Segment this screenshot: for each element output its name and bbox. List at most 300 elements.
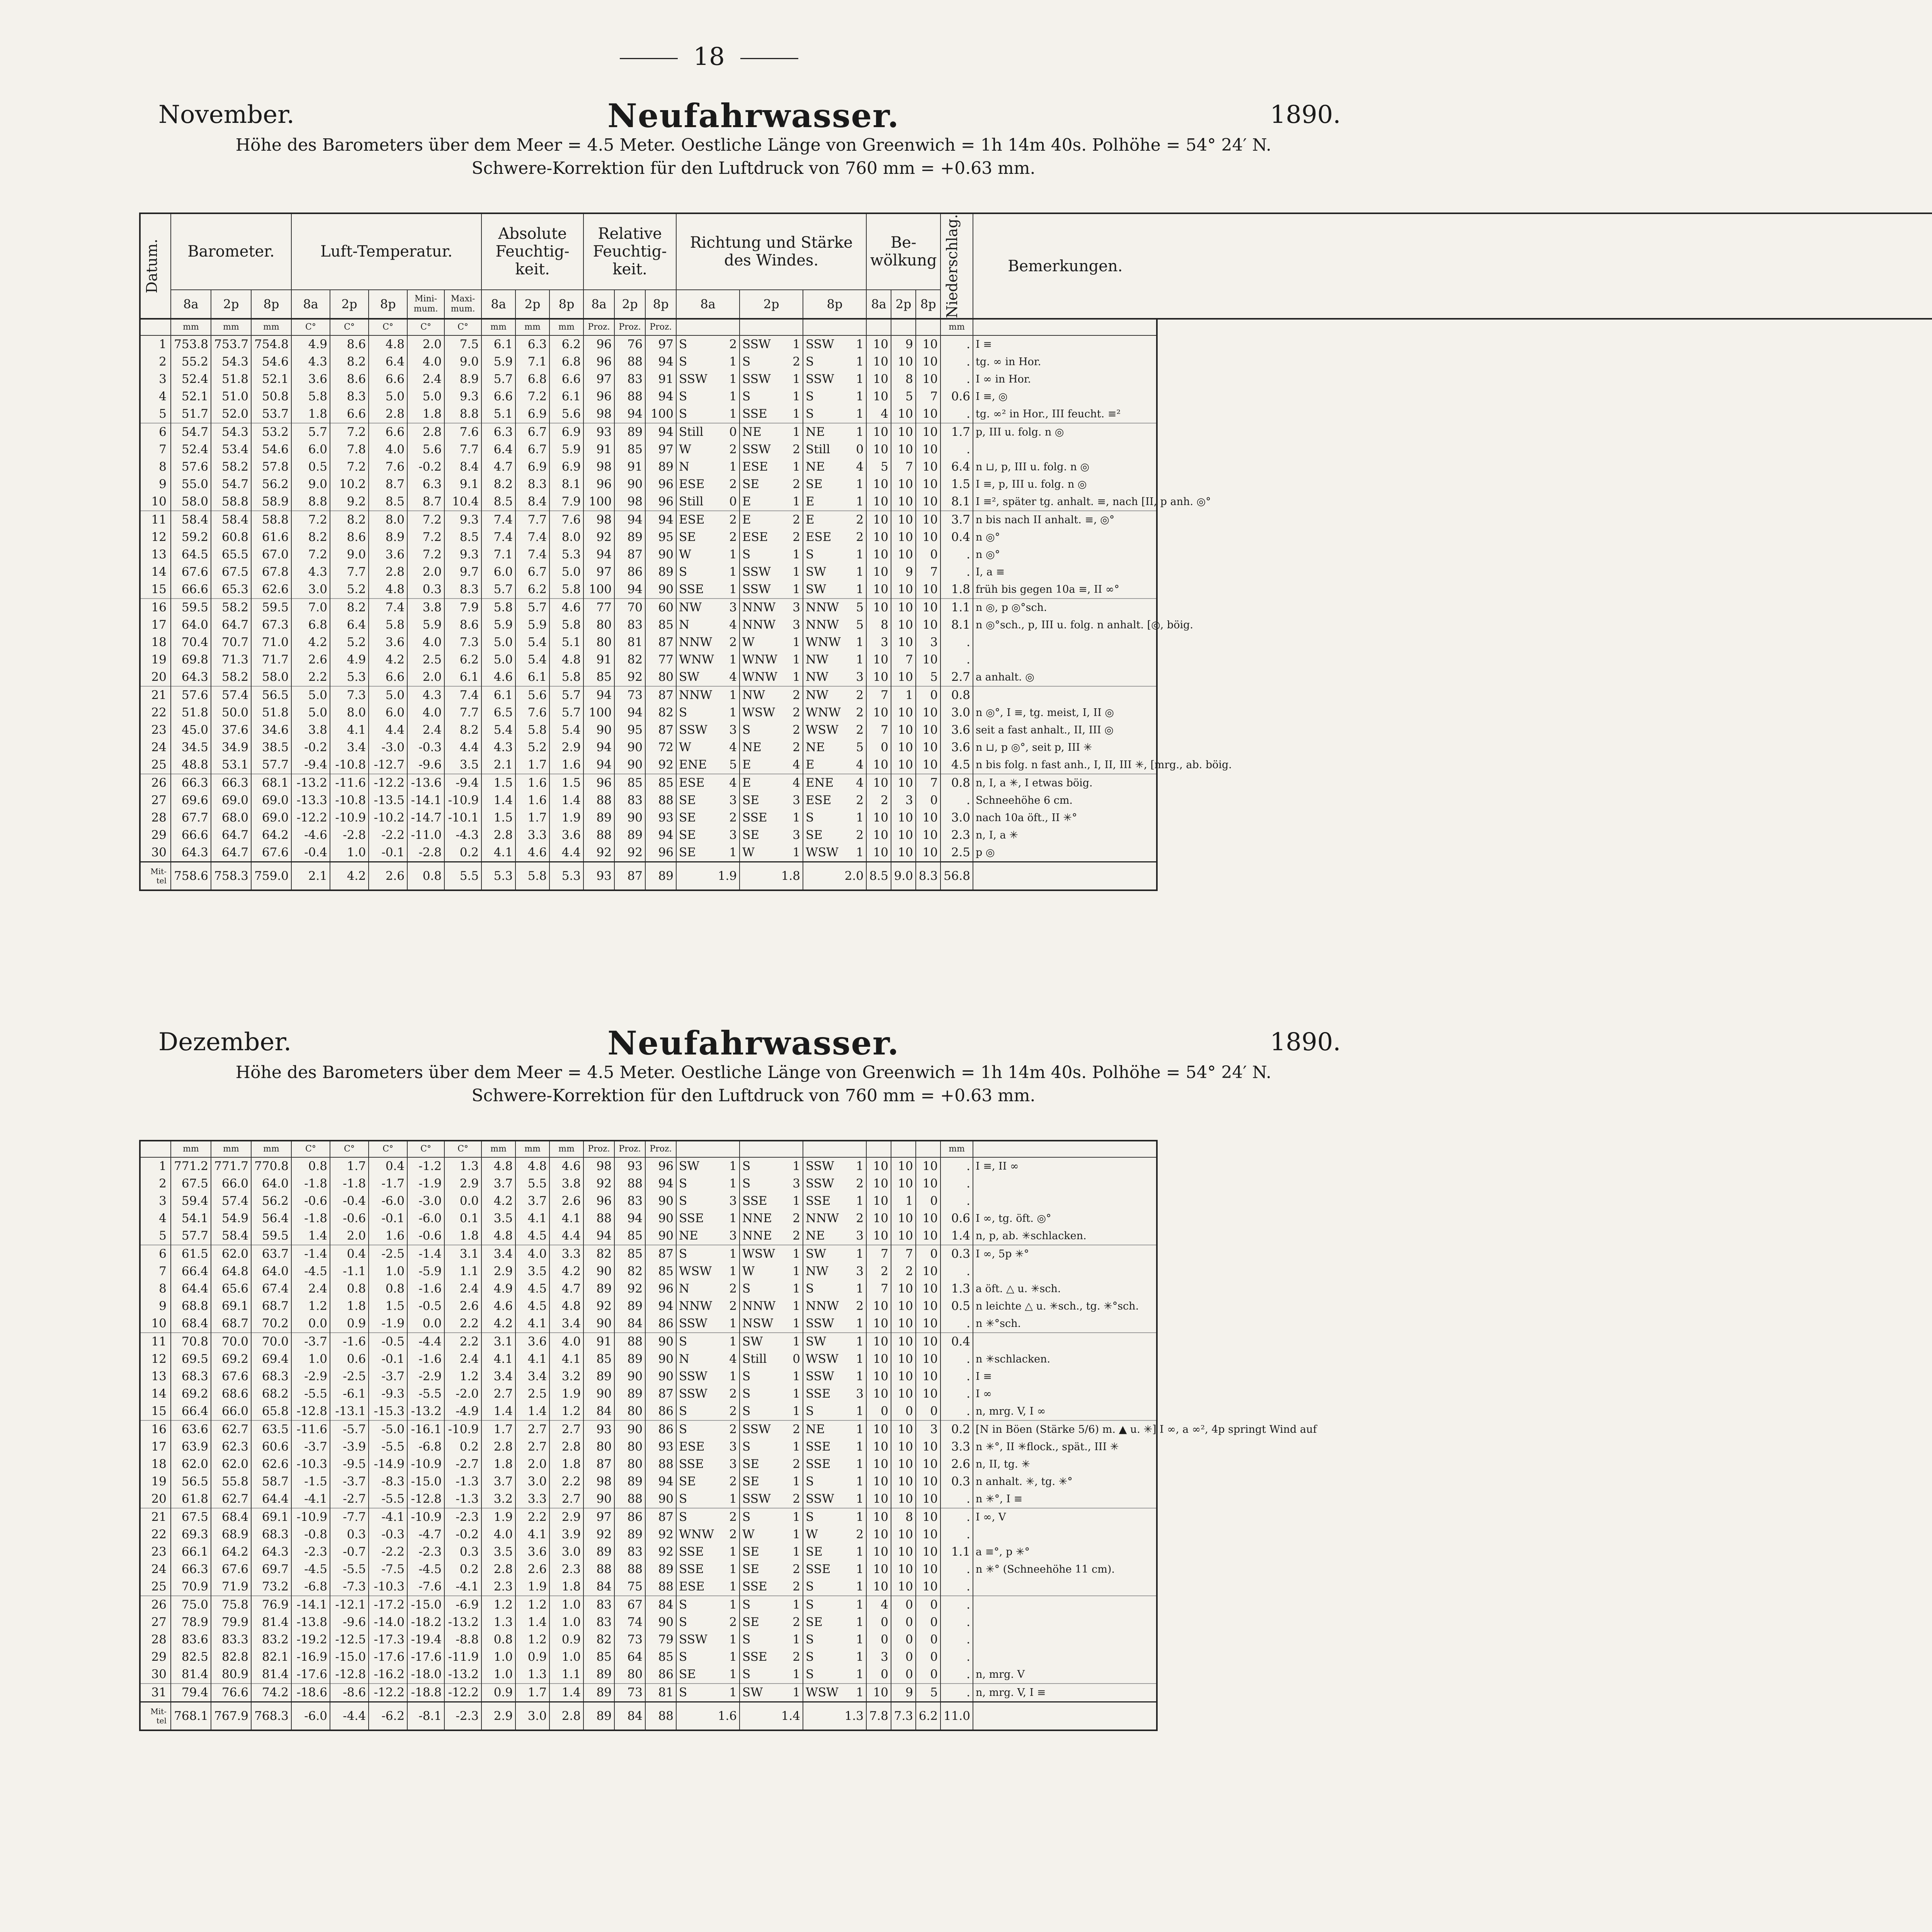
table-row [140,668,1157,686]
data-cell: 0.2 [444,1561,481,1578]
data-cell: 1 [891,1192,916,1210]
data-cell: 10 [866,1385,891,1403]
data-cell: 4.1 [515,1210,549,1227]
data-cell: 98 [583,511,614,529]
data-cell: -10.9 [291,1508,330,1526]
data-cell: . [940,1648,973,1666]
data-cell: 89 [614,1298,645,1315]
data-cell: 4 [787,774,803,792]
data-cell: 5 [866,458,891,476]
data-cell: 90 [583,1263,614,1280]
data-cell: 96 [645,493,676,511]
data-cell: 10 [866,1315,891,1333]
data-cell: 10 [916,529,940,546]
data-cell: . [940,546,973,563]
data-cell: 67.6 [211,1368,251,1385]
data-cell: -2.2 [369,827,407,844]
data-cell: 7 [891,651,916,668]
data-cell: 94 [614,704,645,721]
data-cell: 10 [916,1315,940,1333]
data-cell: 4.1 [515,1526,549,1543]
data-cell: 5.7 [481,371,515,388]
data-cell: -4.5 [407,1561,444,1578]
table-row [140,827,1157,844]
data-cell: 63.5 [251,1420,291,1438]
data-cell: 88 [614,1175,645,1192]
data-cell: 72 [645,739,676,756]
data-cell: 8.4 [444,458,481,476]
data-cell: 2.7 [940,668,973,686]
remark-cell: I ≡ [973,1368,1157,1385]
data-cell: -1.3 [444,1473,481,1490]
data-cell: S [803,1578,851,1596]
data-cell: -6.9 [444,1596,481,1614]
table-row [140,493,1157,511]
data-cell: 1.8 [330,1298,369,1315]
data-cell: 62.6 [251,1456,291,1473]
data-cell: 5.8 [369,616,407,634]
data-cell: 66.0 [211,1175,251,1192]
data-cell: -14.0 [369,1614,407,1631]
data-cell: S [803,546,851,563]
mean-cell [973,862,1157,891]
data-cell: 3.1 [444,1245,481,1263]
mean-cell: 7.8 [866,1702,891,1731]
data-cell: 80 [583,616,614,634]
data-cell: SE [740,792,787,809]
data-cell: 4.1 [549,1210,583,1227]
data-cell: 22 [140,704,171,721]
data-cell: 6.3 [407,476,444,493]
data-cell: 1.0 [549,1648,583,1666]
data-cell: NE [803,458,851,476]
data-cell: 10 [866,844,891,862]
data-cell: 10 [916,1350,940,1368]
data-cell: 10 [916,1543,940,1561]
data-cell: SSE [676,1210,724,1227]
data-cell: -3.7 [291,1438,330,1456]
data-cell: 97 [645,441,676,458]
data-cell: ESE [740,529,787,546]
data-cell: S [740,388,787,405]
data-cell: 66.4 [171,1263,211,1280]
data-cell: -13.1 [330,1403,369,1420]
data-cell: 5 [916,1684,940,1702]
col-precipitation: Niederschlag. [940,213,973,319]
data-cell: 2 [793,530,800,544]
data-cell: 7 [140,1263,171,1280]
unit-cell [740,320,803,335]
data-cell: 1 [729,653,737,667]
data-cell: NW [676,599,724,616]
mean-cell: 89 [583,1702,614,1731]
data-cell: -3.7 [330,1473,369,1490]
data-cell: 6.4 [369,353,407,371]
data-cell: 2 [729,1404,737,1418]
data-cell: . [940,1561,973,1578]
data-cell: . [940,563,973,581]
data-cell: 80 [614,1403,645,1420]
data-cell: 94 [645,1473,676,1490]
data-cell: S [676,1192,724,1210]
remark-cell [973,1578,1157,1596]
data-cell: 0 [856,442,864,457]
data-cell: WSW [740,1245,787,1263]
data-cell: 62.7 [211,1490,251,1508]
data-cell: 2 [793,706,800,720]
data-cell: 10 [916,581,940,599]
data-cell: 75.0 [171,1596,211,1614]
data-cell: 58.4 [211,1227,251,1245]
data-cell: 10 [916,739,940,756]
data-cell: 91 [645,371,676,388]
mean-cell: 8.3 [916,862,940,891]
data-cell: 7.7 [444,704,481,721]
data-cell: 10 [891,1350,916,1368]
data-cell: 10 [891,1473,916,1490]
data-cell: 90 [614,476,645,493]
data-cell: 84 [583,1578,614,1596]
data-cell: 9.0 [291,476,330,493]
data-cell: 8.2 [481,476,515,493]
data-cell: 12 [140,1350,171,1368]
data-cell: -12.2 [369,1684,407,1702]
data-cell: 0.8 [940,774,973,792]
mean-cell: 1.9 [676,862,740,891]
remark-cell [973,441,1157,458]
data-cell: 60.8 [211,529,251,546]
data-cell: E [740,511,787,529]
data-cell: -4.5 [291,1561,330,1578]
data-cell: 1 [793,635,800,650]
data-cell: 90 [583,1385,614,1403]
data-cell: SE [740,1473,787,1490]
data-cell: 1 [793,548,800,562]
data-cell: SSW [803,1315,851,1333]
data-cell: 10 [891,1543,916,1561]
data-cell: 56.5 [171,1473,211,1490]
unit-cell: mm [251,1141,291,1157]
data-cell: 10 [916,1263,940,1280]
mean-cell: 8.5 [866,862,891,891]
data-cell: 67.6 [171,563,211,581]
data-cell: 81.4 [251,1614,291,1631]
data-cell: 10 [866,1175,891,1192]
data-cell: SSE [803,1438,851,1456]
data-cell: 20 [140,668,171,686]
data-cell: 3.3 [940,1438,973,1456]
data-cell: 2.2 [515,1508,549,1526]
data-cell: 4.3 [291,563,330,581]
data-cell: 69.8 [171,651,211,668]
data-cell: 12 [140,529,171,546]
data-cell: 1 [729,1159,737,1173]
data-cell: 0 [793,1352,800,1366]
data-cell: 93 [583,1420,614,1438]
data-cell: 6.6 [369,668,407,686]
data-cell: 3 [856,670,864,684]
data-cell: 6.3 [481,423,515,441]
data-cell: -0.8 [291,1526,330,1543]
data-cell: 53.1 [211,756,251,774]
data-cell: 69.0 [251,792,291,809]
data-cell: E [740,756,787,774]
data-cell: S [740,1508,787,1526]
data-cell: N [676,616,724,634]
data-cell: 1 [793,653,800,667]
data-cell: 10 [866,668,891,686]
mean-label: Mit-tel [140,862,171,891]
data-cell: SSW [740,335,787,353]
remark-cell [973,1263,1157,1280]
data-cell: 67.5 [171,1175,211,1192]
data-cell: 0 [891,1631,916,1648]
data-cell: 4.0 [549,1333,583,1350]
data-cell: 64.5 [171,546,211,563]
data-cell: -12.7 [369,756,407,774]
data-cell: 69.2 [211,1350,251,1368]
data-cell: -2.7 [444,1456,481,1473]
data-cell: 10 [866,1490,891,1508]
data-cell: . [940,1666,973,1684]
mean-cell: 5.3 [549,862,583,891]
data-cell: 1.6 [549,756,583,774]
data-cell: 3 [856,1387,864,1401]
data-cell: -0.5 [369,1333,407,1350]
data-cell: 4.8 [549,1298,583,1315]
data-cell: 1.2 [444,1368,481,1385]
data-cell: SSW [676,1631,724,1648]
data-cell: 64.0 [251,1175,291,1192]
data-cell: 5.8 [549,668,583,686]
data-cell: SW [803,1333,851,1350]
data-cell: 6.4 [940,458,973,476]
data-cell: 6.9 [515,405,549,423]
data-cell: -12.2 [291,809,330,827]
data-cell: 6.4 [481,441,515,458]
units-row [140,320,1157,335]
data-cell: 79.4 [171,1684,211,1702]
data-cell: NW [803,686,851,704]
data-cell: 5 [140,1227,171,1245]
data-cell: SSW [740,1420,787,1438]
data-cell: 20 [140,1490,171,1508]
unit-cell: mm [549,320,583,335]
data-cell: 7.2 [407,546,444,563]
remark-cell: I ≡², später tg. anhalt. ≡, nach [II, p anh. ◎° [973,493,1157,511]
table-row [140,405,1157,423]
data-cell: 81 [645,1684,676,1702]
data-cell: 6.8 [549,353,583,371]
data-cell: NW [740,686,787,704]
data-cell: 3.3 [549,1245,583,1263]
data-cell: 3.8 [549,1175,583,1192]
data-cell: 3 [866,1648,891,1666]
data-cell: 21 [140,686,171,704]
data-cell: 1 [793,407,800,421]
data-cell: 5.0 [291,686,330,704]
data-cell: 6.0 [481,563,515,581]
data-cell: . [940,441,973,458]
data-cell: 1 [793,811,800,825]
data-cell: 26 [140,1596,171,1614]
data-cell: 4.8 [481,1157,515,1175]
data-cell: 10 [866,353,891,371]
table-row [140,335,1157,353]
data-cell: 7 [891,458,916,476]
data-cell: 85 [614,1245,645,1263]
data-cell: 0.2 [444,844,481,862]
data-cell: 1.2 [481,1596,515,1614]
data-cell: 7.4 [444,686,481,704]
data-cell: 64.0 [171,616,211,634]
data-cell: 7.4 [369,599,407,616]
data-cell: 10 [916,1438,940,1456]
unit-cell: C° [330,320,369,335]
data-cell: 89 [614,1473,645,1490]
data-cell: 2.8 [481,827,515,844]
data-cell: 10 [916,1490,940,1508]
data-cell: SW [803,563,851,581]
data-cell: 87 [645,1385,676,1403]
data-cell: 3.4 [481,1245,515,1263]
mean-cell: 89 [645,862,676,891]
data-cell: 67.6 [251,844,291,862]
mean-cell: 6.2 [916,1702,940,1731]
data-cell: Still [803,441,851,458]
data-cell: 66.3 [171,1561,211,1578]
data-cell: 2 [793,1615,800,1629]
table-row [140,1350,1157,1368]
data-cell: 6.1 [481,686,515,704]
data-cell: 88 [614,388,645,405]
data-cell: . [940,1157,973,1175]
data-cell: -3.0 [369,739,407,756]
data-cell: -11.6 [291,1420,330,1438]
data-cell: 4.3 [291,353,330,371]
data-cell: 0 [916,1245,940,1263]
data-cell: SE [740,1614,787,1631]
data-cell: 10 [916,704,940,721]
data-cell: SSE [803,1456,851,1473]
table-row [140,1490,1157,1508]
data-cell: 88 [645,1578,676,1596]
data-cell: . [940,1175,973,1192]
data-cell: 3.3 [515,1490,549,1508]
station-height-line: Höhe des Barometers über dem Meer = 4.5 Meter. Oestliche Länge von Greenwich = 1h 14m 40s. Polhöhe = 54° 24′ N. [235,135,1272,155]
mean-cell: -4.4 [330,1702,369,1731]
data-cell: 8.5 [369,493,407,511]
year-title: 1890. [1270,100,1341,129]
data-cell: 85 [583,1350,614,1368]
data-cell: WSW [803,1684,851,1702]
data-cell: 1.1 [549,1666,583,1684]
data-cell: SE [676,529,724,546]
data-cell: 1 [856,389,864,404]
data-cell: 1.4 [549,1684,583,1702]
data-cell: 64.7 [211,827,251,844]
data-cell: 7.4 [515,529,549,546]
data-cell: 8.1 [549,476,583,493]
data-cell: 10 [891,809,916,827]
data-cell: 1 [856,407,864,421]
data-cell: 6.8 [291,616,330,634]
table-row [140,1614,1157,1631]
data-cell: 56.2 [251,1192,291,1210]
data-cell: -2.3 [444,1508,481,1526]
data-cell: 94 [583,756,614,774]
data-cell: -9.5 [330,1456,369,1473]
data-cell: 67.7 [171,809,211,827]
data-cell: 0.2 [940,1420,973,1438]
data-cell: 6.2 [444,651,481,668]
data-cell: 7 [866,686,891,704]
data-cell: 69.5 [171,1350,211,1368]
data-cell: . [940,1684,973,1702]
data-cell: 7.2 [330,458,369,476]
data-cell: 87 [583,1456,614,1473]
data-cell: -17.2 [369,1596,407,1614]
mean-cell: 758.6 [171,862,211,891]
data-cell: 87 [645,634,676,651]
data-cell: 1.2 [291,1298,330,1315]
data-cell: S [740,1631,787,1648]
data-cell: 6 [140,423,171,441]
data-cell: 9.3 [444,546,481,563]
data-cell: 2.6 [940,1456,973,1473]
data-cell: -12.2 [369,774,407,792]
data-cell: 8 [866,616,891,634]
data-cell: 8.8 [291,493,330,511]
data-cell: 5.8 [549,616,583,634]
data-cell: 8.9 [444,371,481,388]
mean-row [140,862,1157,891]
table-row [140,1157,1157,1175]
table-row [140,1192,1157,1210]
data-cell: 0.4 [940,529,973,546]
data-cell: 97 [645,335,676,353]
table-row [140,1175,1157,1192]
data-cell: 97 [583,563,614,581]
data-cell: 2.7 [549,1490,583,1508]
data-cell: 64.3 [251,1543,291,1561]
data-cell: 5.4 [515,651,549,668]
data-cell: NE [803,1420,851,1438]
data-cell: 0 [916,1596,940,1614]
data-cell: 65.6 [211,1280,251,1298]
data-cell: 9 [891,335,916,353]
data-cell: 8.2 [291,529,330,546]
data-cell: 61.5 [171,1245,211,1263]
data-cell: SSW [803,1490,851,1508]
data-cell: 79 [645,1631,676,1648]
data-cell: 2 [793,442,800,457]
data-cell: NNW [676,634,724,651]
data-cell: 1 [729,389,737,404]
table-row [140,1263,1157,1280]
data-cell: 7.2 [330,423,369,441]
remark-cell: nach 10a öft., II ✳° [973,809,1157,827]
data-cell: 2 [729,477,737,492]
data-cell: 10 [916,476,940,493]
data-cell: 1 [793,337,800,352]
data-cell: SW [676,1157,724,1175]
data-cell: 2 [866,792,891,809]
data-cell: 4.1 [481,844,515,862]
data-cell: S [803,1508,851,1526]
data-cell: 7.4 [481,529,515,546]
data-cell: 92 [583,844,614,862]
